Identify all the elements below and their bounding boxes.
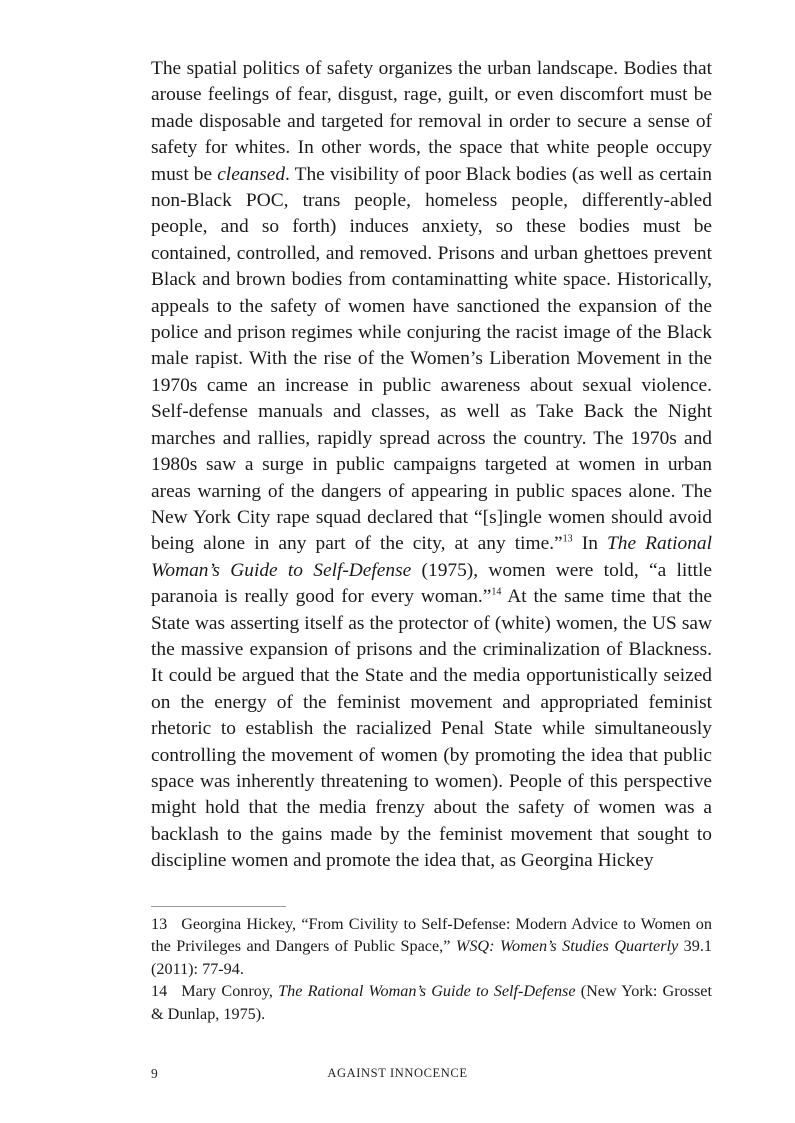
footnote-italic: WSQ: Women’s Studies Quarterly (455, 937, 679, 956)
body-paragraph (151, 56, 712, 875)
footnote-italic: The Rational Woman’s Guide to Self-Defense (278, 982, 576, 1001)
footnote-text: 39.1 (2011): 77-94. (151, 937, 713, 978)
body-text-segment: The spatial politics of safety organizes the urban landscape. Bodies that arouse feelings of fear, disgust, rage, guilt, or even discomfort must be made disposable and targeted for removal in order to secure a sense of safety for whites. In other words, the space that white people occupy must be (151, 58, 712, 185)
body-text-segment: At the same time that the State was asserting itself as the protector of (white) women, the US saw the massive expansion of prisons and the criminalization of Blackness. It could be argued that the State and the media opportunistically seized on the energy of the feminist movement and appropriated feminist rhetoric to establish the racialized Penal State while simultaneously controlling the movement of women (by promoting the idea that public space was inherently threatening to women). People of this perspective might hold that the media frenzy about the safety of women was a backlash to the gains made by the feminist movement that sought to discipline women and promote the idea that, as Georgina Hickey (151, 586, 713, 872)
running-title: AGAINST INNOCENCE (327, 1066, 468, 1080)
footnote-number: 13 (151, 915, 168, 933)
footnote-text: Georgina Hickey, “From Civility to Self-Defense: Modern Advice to Women on the Privileges and Dangers of Public Space,” (151, 915, 712, 956)
footnote-text: Mary Conroy, (181, 982, 279, 1001)
footnote-divider (151, 906, 286, 907)
page-body (151, 56, 712, 875)
footnote-ref-13[interactable]: 13 (562, 533, 573, 545)
page-number: 9 (151, 1066, 158, 1081)
footnote-14 (151, 980, 712, 1025)
footnote-text: (New York: Grosset & Dunlap, 1975). (151, 982, 712, 1023)
footnote-13 (151, 913, 712, 980)
footnote-ref-14[interactable]: 14 (491, 586, 502, 598)
body-text-segment: . The visibility of poor Black bodies (as well as certain non-Black POC, trans people, homeless people, differently-abled people, and so forth) induces anxiety, so these bodies must be contained, controlled, and removed. Prisons and urban ghettoes prevent Black and brown bodies from contaminatting white space. Historically, appeals to the safety of women have sanctioned the expansion of the police and prison regimes while conjuring the racist image of the Black male rapist. With the rise of the Women’s Liberation Movement in the 1970s came an increase in public awareness about sexual violence. Self-defense manuals and classes, as well as Take Back the Night marches and rallies, rapidly spread across the country. The 1970s and 1980s saw a surge in public campaigns targeted at women in urban areas warning of the dangers of appearing in public spaces alone. The New York City rape squad declared that “[s]ingle women should avoid being alone in any part of the city, at any time.” (151, 163, 712, 555)
italic-cleansed: cleansed (217, 163, 286, 185)
italic-book-title: The Rational Woman’s Guide to Self-Defense (151, 533, 712, 581)
footnotes (151, 913, 712, 1025)
footnote-number: 14 (151, 982, 168, 1001)
body-text-segment: In (572, 533, 607, 555)
body-text-segment: (1975), women were told, “a little paranoia is really good for every woman.” (151, 559, 713, 608)
